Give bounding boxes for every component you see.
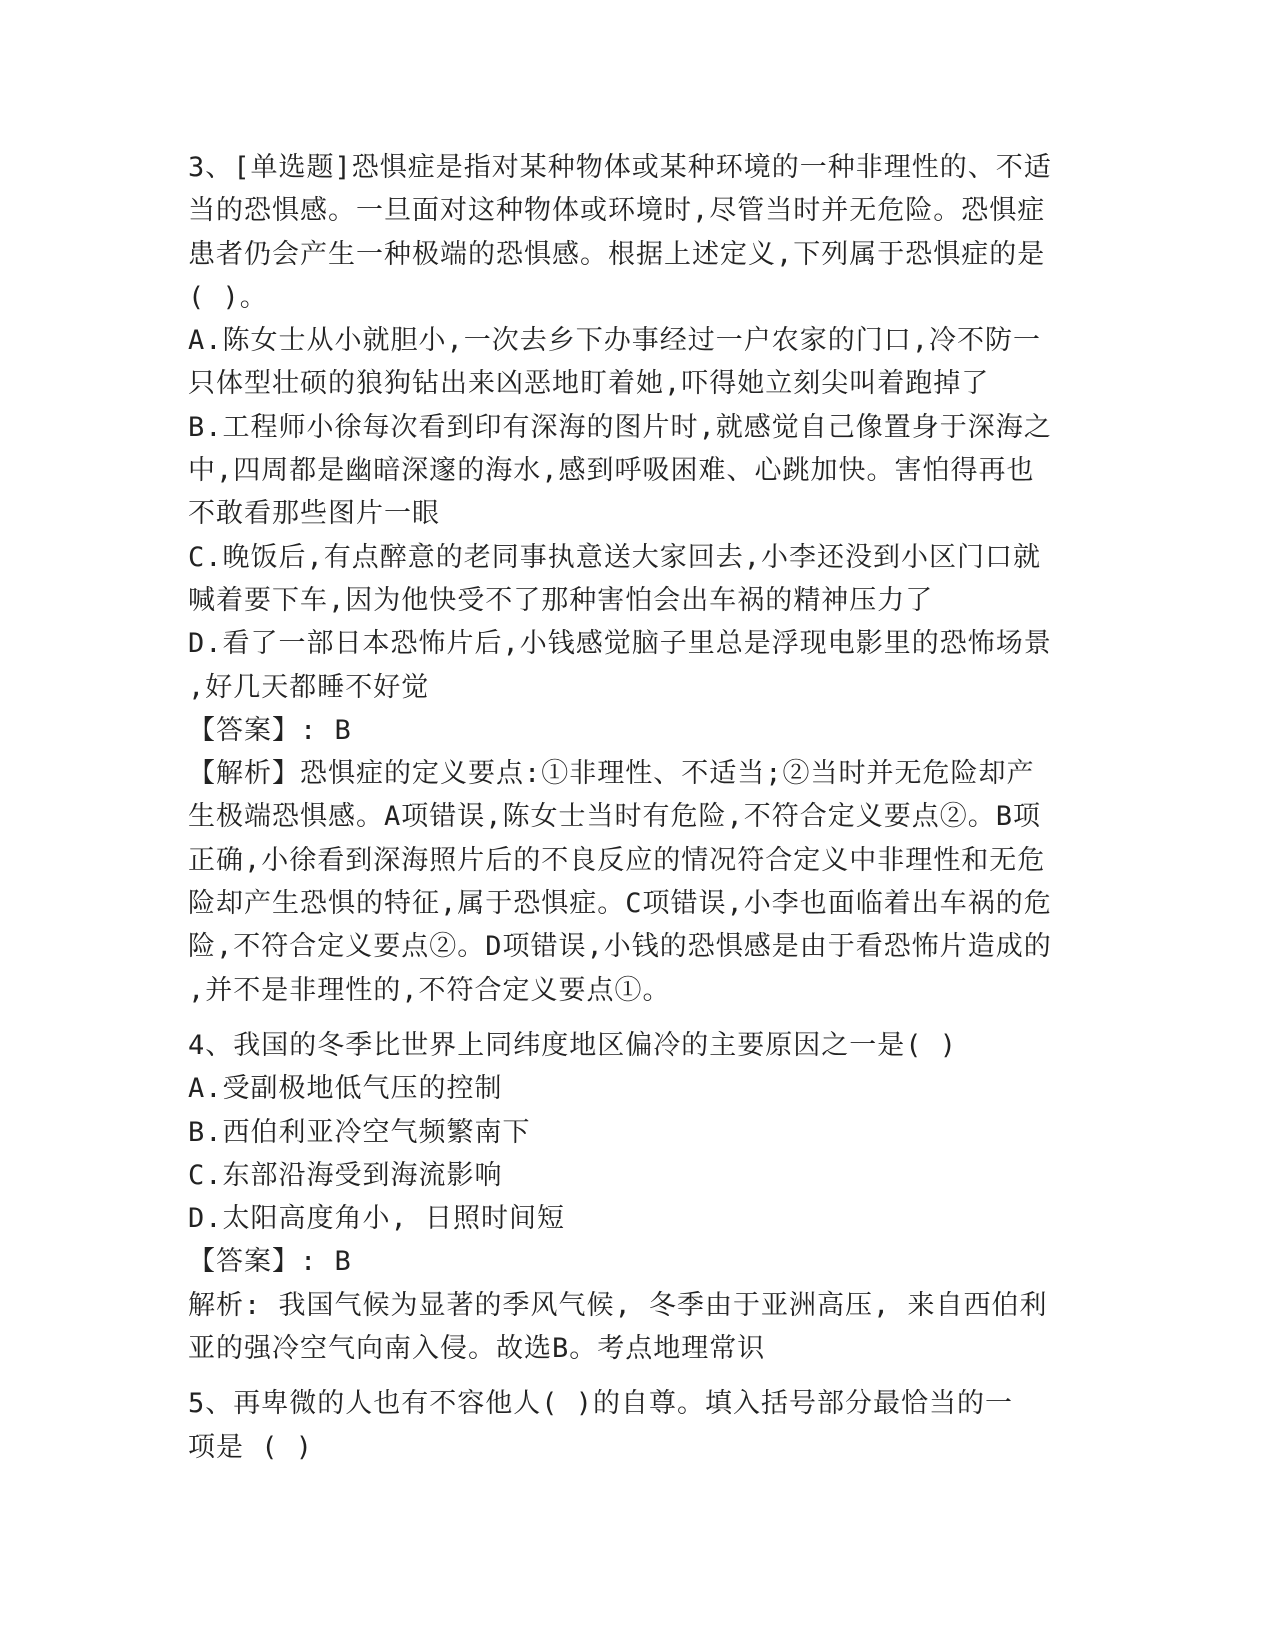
option-b: B.西伯利亚冷空气频繁南下: [188, 1116, 531, 1148]
analysis: 生极端恐惧感。A项错误,陈女士当时有危险,不符合定义要点②。B项: [188, 801, 1042, 833]
question-stem: 4、我国的冬季比世界上同纬度地区偏冷的主要原因之一是( ): [188, 1029, 958, 1061]
analysis: 正确,小徐看到深海照片后的不良反应的情况符合定义中非理性和无危: [188, 844, 1046, 876]
option-c: C.东部沿海受到海流影响: [188, 1159, 503, 1191]
question-5: [188, 1382, 1088, 1469]
question-stem: 3、[单选题]恐惧症是指对某种物体或某种环境的一种非理性的、不适: [188, 152, 1052, 183]
option-d: ,好几天都睡不好觉: [188, 671, 430, 703]
question-stem: ( )。: [188, 281, 268, 313]
answer: 【答案】: B: [188, 714, 352, 746]
question-stem: 当的恐惧感。一旦面对这种物体或环境时,尽管当时并无危险。恐惧症: [188, 195, 1046, 227]
page-content: [188, 146, 1088, 1469]
analysis: 险,不符合定义要点②。D项错误,小钱的恐惧感是由于看恐怖片造成的: [188, 931, 1052, 963]
option-b: 中,四周都是幽暗深邃的海水,感到呼吸困难、心跳加快。害怕得再也: [188, 455, 1035, 487]
analysis: 【解析】恐惧症的定义要点:①非理性、不适当;②当时并无危险却产: [188, 758, 1035, 790]
option-b: 不敢看那些图片一眼: [188, 498, 440, 530]
option-a: A.受副极地低气压的控制: [188, 1073, 503, 1105]
answer: 【答案】: B: [188, 1246, 352, 1278]
question-4: [188, 1024, 1088, 1370]
analysis: 解析: 我国气候为显著的季风气候, 冬季由于亚洲高压, 来自西伯利: [188, 1289, 1048, 1321]
analysis: ,并不是非理性的,不符合定义要点①。: [188, 974, 671, 1006]
option-c: C.晚饭后,有点醉意的老同事执意送大家回去,小李还没到小区门口就: [188, 541, 1042, 573]
section-gap: [188, 1012, 1088, 1024]
question-stem: 项是 ( ): [188, 1431, 314, 1463]
option-d: D.太阳高度角小, 日照时间短: [188, 1203, 566, 1235]
question-3: [188, 146, 1088, 1012]
option-b: B.工程师小徐每次看到印有深海的图片时,就感觉自己像置身于深海之: [188, 411, 1052, 443]
option-c: 喊着要下车,因为他快受不了那种害怕会出车祸的精神压力了: [188, 584, 934, 616]
analysis: 亚的强冷空气向南入侵。故选B。考点地理常识: [188, 1333, 766, 1365]
section-gap: [188, 1370, 1088, 1382]
question-stem: 5、再卑微的人也有不容他人( )的自尊。填入括号部分最恰当的一: [188, 1388, 1014, 1420]
question-stem: 患者仍会产生一种极端的恐惧感。根据上述定义,下列属于恐惧症的是: [188, 238, 1046, 270]
analysis: 险却产生恐惧的特征,属于恐惧症。C项错误,小李也面临着出车祸的危: [188, 888, 1052, 920]
option-d: D.看了一部日本恐怖片后,小钱感觉脑子里总是浮现电影里的恐怖场景: [188, 628, 1052, 660]
option-a: 只体型壮硕的狼狗钻出来凶恶地盯着她,吓得她立刻尖叫着跑掉了: [188, 368, 990, 400]
option-a: A.陈女士从小就胆小,一次去乡下办事经过一户农家的门口,冷不防一: [188, 325, 1042, 357]
